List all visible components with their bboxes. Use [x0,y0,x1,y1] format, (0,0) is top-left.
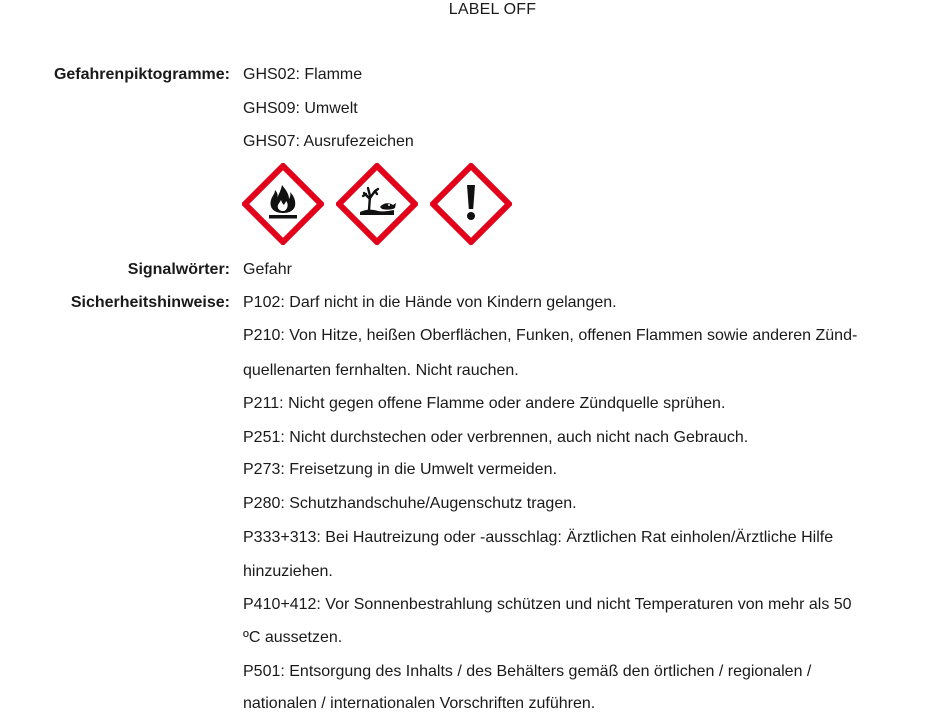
statement-line: P333+313: Bei Hautreizung oder -ausschlag: Ärztlichen Rat einholen/Ärztliche Hilfe [243,529,834,546]
statement-line: nationalen / internationalen Vorschriften zuführen. [243,695,596,712]
signal-word-value: Gefahr [243,261,292,278]
statement-line: P410+412: Vor Sonnenbestrahlung schützen und nicht Temperaturen von mehr als 50 [243,596,852,613]
statement-line: P273: Freisetzung in die Umwelt vermeiden. [243,461,557,478]
statement-line: P102: Darf nicht in die Hände von Kindern gelangen. [243,294,617,311]
signal-words-label: Signalwörter: [127,261,230,278]
statement-line: P251: Nicht durchstechen oder verbrennen, auch nicht nach Gebrauch. [243,429,749,446]
hazard-pictograms-label: Gefahrenpiktogramme: [53,66,230,83]
statement-line: P211: Nicht gegen offene Flamme oder andere Zündquelle sprühen. [243,395,726,412]
pictogram-code-flame: GHS02: Flamme [243,66,363,83]
statement-line: ºC aussetzen. [243,629,343,646]
exclamation-icon [430,163,512,245]
flame-icon [242,163,324,245]
pictogram-code-exclamation: GHS07: Ausrufezeichen [243,133,414,150]
statement-line: P280: Schutzhandschuhe/Augenschutz tragen. [243,495,577,512]
pictogram-code-environment: GHS09: Umwelt [243,100,358,117]
page-title: LABEL OFF [448,1,537,18]
statement-line: P501: Entsorgung des Inhalts / des Behälters gemäß den örtlichen / regionalen / [243,663,812,680]
environment-icon [336,163,418,245]
statement-line: P210: Von Hitze, heißen Oberflächen, Funken, offenen Flammen sowie anderen Zünd- [243,327,858,344]
precautionary-statements-label: Sicherheitshinweise: [70,294,230,311]
statement-line: hinzuziehen. [243,563,333,580]
statement-line: quellenarten fernhalten. Nicht rauchen. [243,362,519,379]
